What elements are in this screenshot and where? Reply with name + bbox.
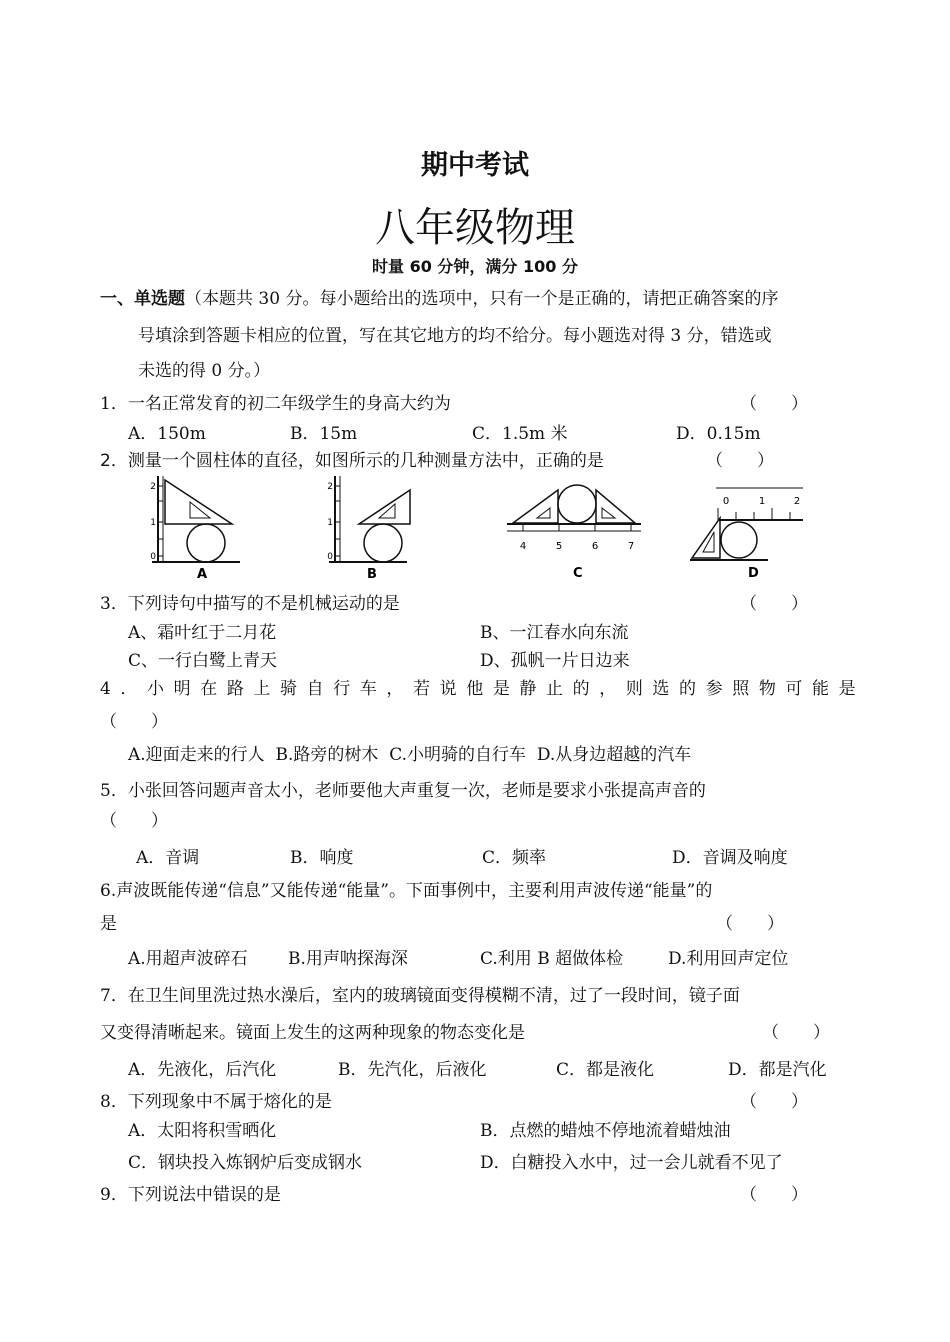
fig-c-tick-7: 7 [627, 541, 635, 552]
section-intro-line3: 未选的得 0 分。） [138, 361, 271, 381]
q6-option-a: A.用超声波碎石 [128, 949, 248, 969]
q3-option-a: A、霜叶红于二月花 [128, 623, 277, 643]
section-intro-line1 [100, 284, 778, 309]
q4-option-b: B.路旁的树木 [275, 745, 379, 765]
q1-option-b: B．15m [290, 424, 358, 444]
exam-info: 时量 60 分钟，满分 100 分 [372, 257, 578, 276]
q4-option-c: C.小明骑的自行车 [389, 745, 527, 765]
q6-option-d: D.利用回声定位 [668, 949, 789, 969]
q6-option-b: B.用声呐探海深 [288, 949, 408, 969]
q9-stem: 9．下列说法中错误的是 [100, 1185, 281, 1205]
q4-option-d: D.从身边超越的汽车 [536, 745, 692, 765]
q5-stem: 5．小张回答问题声音太小，老师要他大声重复一次，老师是要求小张提高声音的 [100, 781, 706, 801]
q7-answer-bracket: （ ） [762, 1023, 830, 1043]
q8-option-c: C．钢块投入炼钢炉后变成钢水 [128, 1153, 363, 1173]
q7-option-d: D．都是汽化 [728, 1060, 827, 1080]
fig-c-tick-6: 6 [591, 541, 599, 552]
q2-stem: 2．测量一个圆柱体的直径，如图所示的几种测量方法中，正确的是 [100, 451, 604, 471]
q7-stem-line1: 7．在卫生间里洗过热水澡后，室内的玻璃镜面变得模糊不清，过了一段时间，镜子面 [100, 986, 740, 1006]
fig-c-tick-4: 4 [519, 541, 527, 552]
subject-title: 八年级物理 [375, 205, 575, 251]
section-intro-text: （本题共 30 分。每小题给出的选项中，只有一个是正确的，请把正确答案的序 [185, 289, 779, 309]
q8-option-a: A．太阳将积雪晒化 [128, 1121, 277, 1141]
q1-option-a: A．150m [128, 424, 206, 444]
fig-b-tick-2: 2 [327, 482, 333, 492]
section-intro-line2: 号填涂到答题卡相应的位置，写在其它地方的均不给分。每小题选对得 3 分，错选或 [138, 326, 772, 346]
q7-stem-line2: 又变得清晰起来。镜面上发生的这两种现象的物态变化是 [100, 1023, 525, 1043]
q6-answer-bracket: （ ） [716, 914, 784, 934]
q4-options [128, 740, 691, 765]
q8-answer-bracket: （ ） [740, 1092, 808, 1112]
q8-option-d: D．白糖投入水中，过一会儿就看不见了 [480, 1153, 783, 1173]
fig-c-tick-5: 5 [555, 541, 563, 552]
q8-option-b: B．点燃的蜡烛不停地流着蜡烛油 [480, 1121, 731, 1141]
q3-answer-bracket: （ ） [740, 594, 808, 614]
q3-option-c: C、一行白鹭上青天 [128, 651, 278, 671]
fig-b-tick-0: 0 [327, 552, 333, 562]
q6-stem-line2: 是 [100, 914, 117, 934]
fig-d-tick-0: 0 [722, 496, 730, 507]
q3-option-b: B、一江春水向东流 [480, 623, 629, 643]
fig-d-label: D [748, 566, 759, 580]
q2-figure-b [325, 474, 425, 580]
q7-option-c: C．都是液化 [556, 1060, 655, 1080]
q3-option-d: D、孤帆一片日边来 [480, 651, 630, 671]
q5-answer-bracket: （ ） [100, 811, 168, 831]
q5-option-d: D．音调及响度 [672, 848, 788, 868]
fig-d-tick-2: 2 [793, 496, 801, 507]
fig-a-tick-1: 1 [150, 518, 156, 528]
exam-title: 期中考试 [421, 150, 529, 181]
fig-c-label: C [573, 566, 583, 580]
q4-answer-bracket: （ ） [100, 712, 168, 732]
q5-option-a: A．音调 [136, 848, 200, 868]
q4-option-a: A.迎面走来的行人 [128, 745, 265, 765]
q2-figure-a [150, 474, 250, 580]
fig-a-tick-2: 2 [150, 482, 156, 492]
q4-stem: 4．小明在路上骑自行车，若说他是静止的，则选的参照物可能是 [100, 679, 866, 699]
q6-stem-line1: 6.声波既能传递“信息”又能传递“能量”。下面事例中，主要利用声波传递“能量”的 [100, 881, 713, 901]
q2-figure-d [688, 484, 808, 580]
fig-a-label: A [197, 567, 208, 580]
fig-d-tick-1: 1 [758, 496, 766, 507]
q1-option-d: D．0.15m [676, 424, 761, 444]
q8-stem: 8．下列现象中不属于熔化的是 [100, 1092, 332, 1112]
q9-answer-bracket: （ ） [740, 1185, 808, 1205]
q2-figure-c [505, 482, 645, 580]
q1-answer-bracket: （ ） [740, 394, 808, 414]
q3-stem: 3．下列诗句中描写的不是机械运动的是 [100, 594, 400, 614]
q6-option-c: C.利用 B 超做体检 [480, 949, 624, 969]
q2-answer-bracket: （ ） [706, 451, 774, 471]
q5-option-b: B．响度 [290, 848, 354, 868]
fig-b-label: B [367, 567, 377, 580]
fig-b-tick-1: 1 [327, 518, 333, 528]
q5-option-c: C．频率 [482, 848, 547, 868]
q7-option-b: B．先汽化，后液化 [338, 1060, 487, 1080]
section-title: 一、单选题 [100, 289, 185, 309]
q7-option-a: A．先液化，后汽化 [128, 1060, 277, 1080]
q1-stem: 1．一名正常发育的初二年级学生的身高大约为 [100, 394, 451, 414]
fig-a-tick-0: 0 [150, 552, 156, 562]
q1-option-c: C．1.5m 米 [472, 424, 568, 444]
